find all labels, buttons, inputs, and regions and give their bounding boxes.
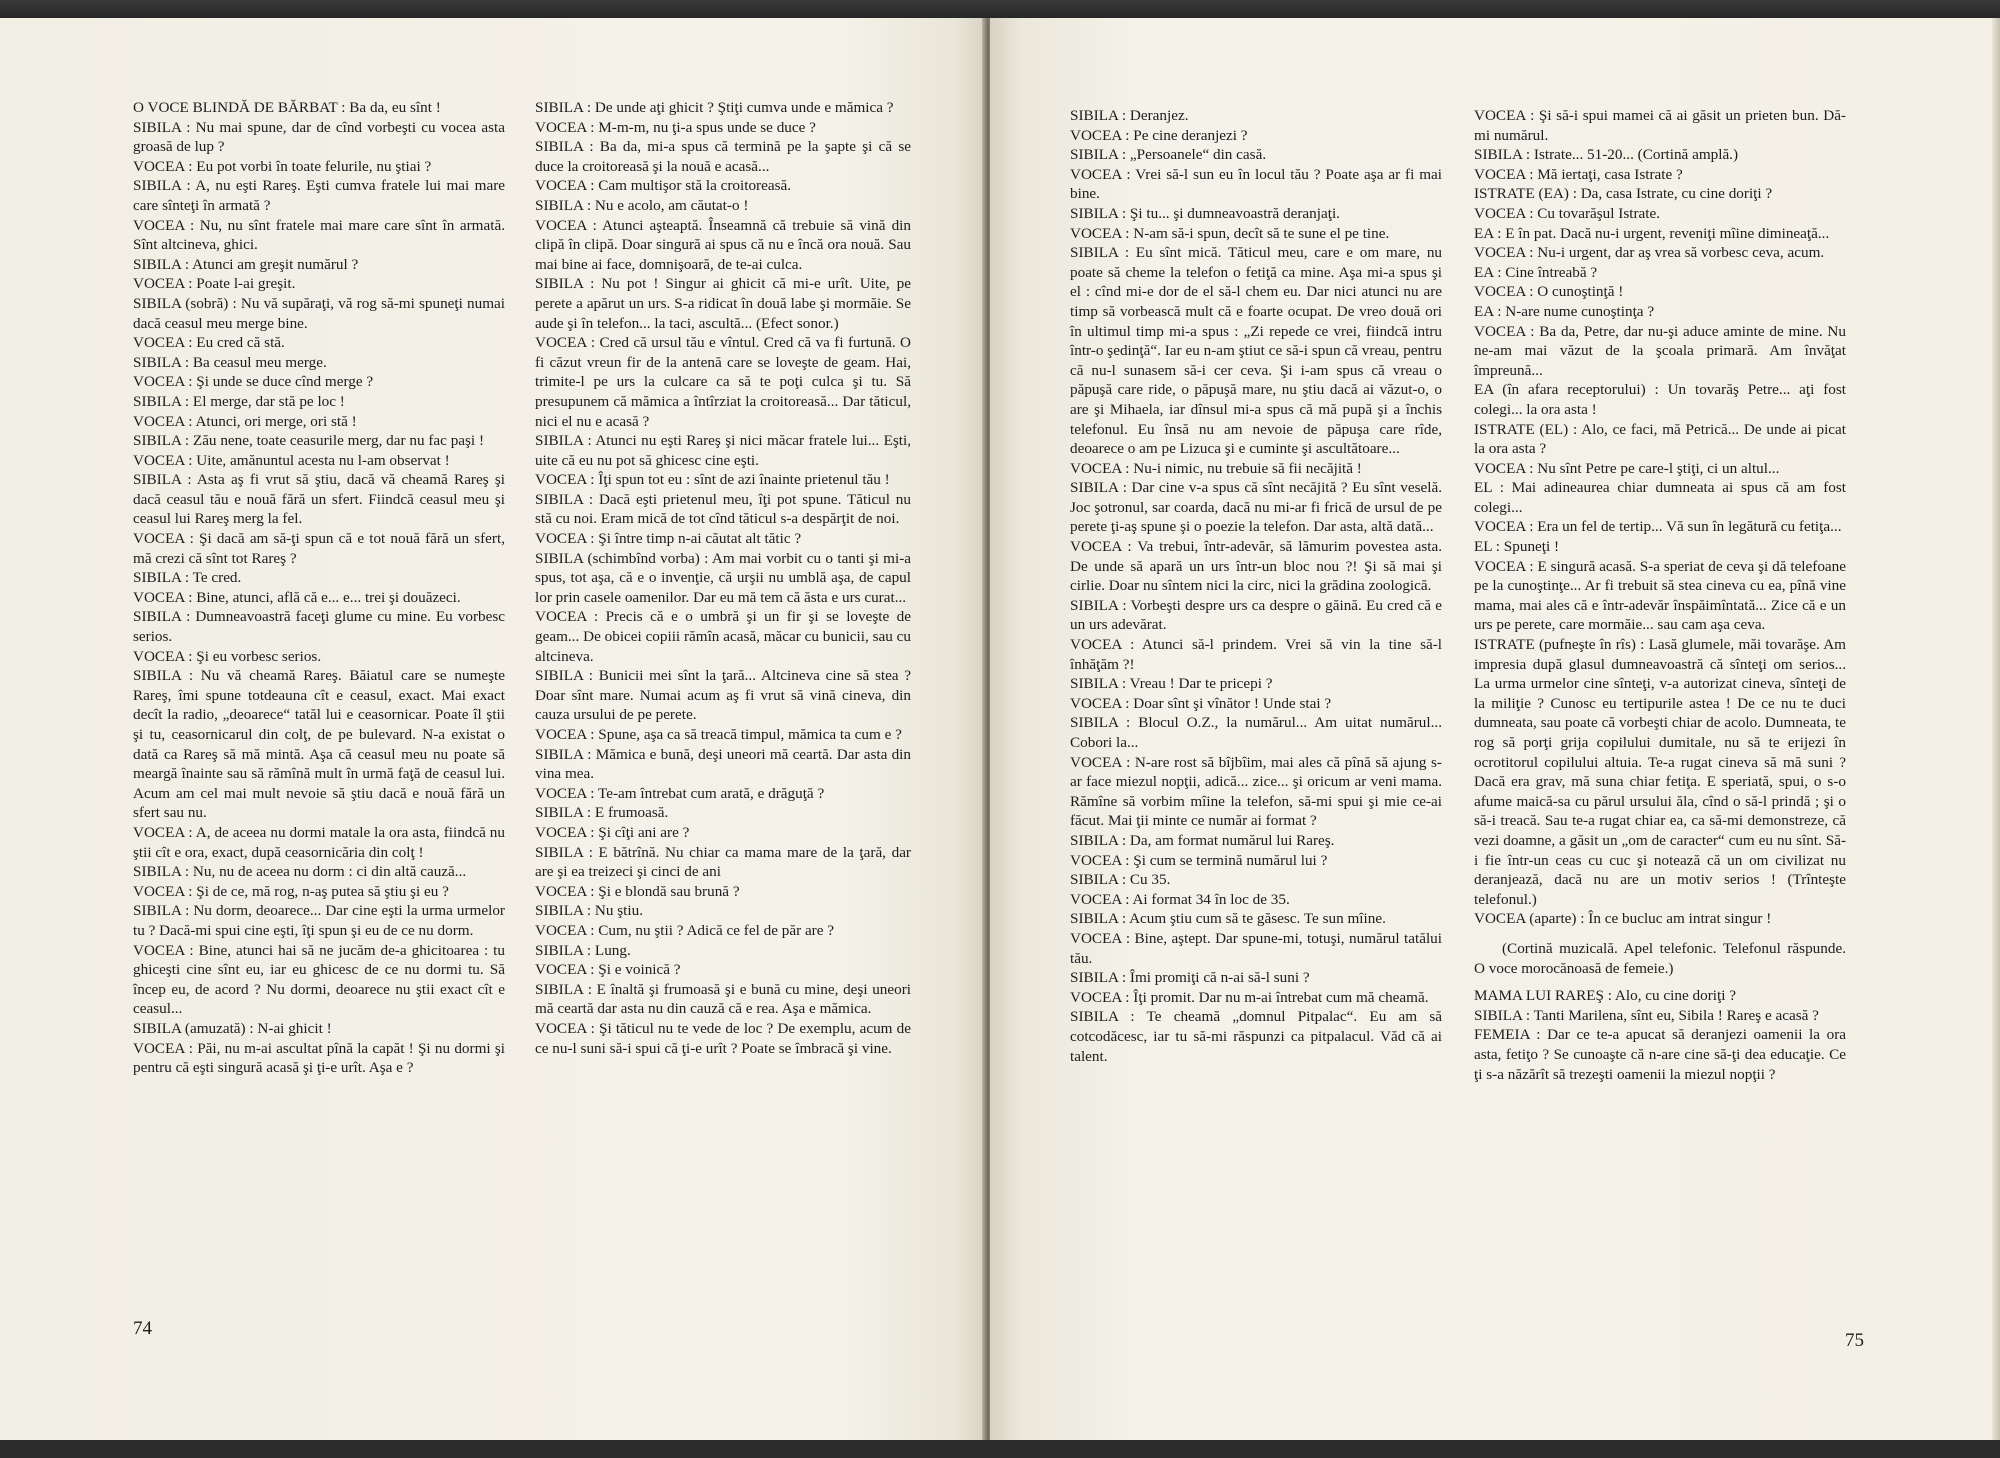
dialogue-line: EA : Cine întreabă ? bbox=[1474, 263, 1598, 281]
page-number-left: 74 bbox=[133, 1318, 152, 1339]
left-page bbox=[0, 18, 985, 1440]
dialogue-line: SIBILA : Acum ştiu cum să te găsesc. Te sun mîine. bbox=[1070, 910, 1386, 928]
dialogue-line: VOCEA : N-am să-i spun, decît să te sune el pe tine. bbox=[1070, 224, 1390, 242]
dialogue-line: VOCEA (aparte) : În ce bucluc am intrat singur ! bbox=[1474, 910, 1772, 928]
dialogue-line: VOCEA : Cu tovarăşul Istrate. bbox=[1474, 204, 1661, 222]
dialogue-line: SIBILA : Tanti Marilena, sînt eu, Sibila ! Rareş e acasă ? bbox=[1474, 1006, 1819, 1024]
dialogue-line: VOCEA : Şi să-i spui mamei că ai găsit un prieten bun. Dă-mi numărul. bbox=[1474, 107, 1846, 144]
dialogue-line: VOCEA : Eu pot vorbi în toate felurile, nu ştiai ? bbox=[133, 157, 432, 175]
dialogue-line: VOCEA : Ai format 34 în loc de 35. bbox=[1070, 890, 1290, 908]
dialogue-line: SIBILA : Da, am format numărul lui Rareş. bbox=[1070, 831, 1335, 849]
dialogue-line: VOCEA : N-are rost să bîjbîim, mai ales că pînă să ajung s-ar face miezul nopţii, adică... zice... şi oricum ar veni mama. Rămîne să vorbim mîine la telefon, să-mi spui şi mie ce-ai făcut. Mai ţii minte ce număr ai format ? bbox=[1070, 753, 1442, 830]
dialogue-line: SIBILA : E frumoasă. bbox=[535, 804, 669, 822]
page-edge bbox=[1992, 18, 2000, 1440]
dialogue-line: VOCEA : Cam multişor stă la croitoreasă. bbox=[535, 177, 792, 195]
dialogue-line: EA (în afara receptorului) : Un tovarăş Petre... aţi fost colegi... la ora asta ! bbox=[1474, 381, 1846, 418]
dialogue-line: SIBILA : Asta aş fi vrut să ştiu, dacă vă cheamă Rareş şi dacă ceasul tău e nouă fără un sfert. Fiindcă ceasul meu şi ceasul lui Rareş merg la fel. bbox=[133, 471, 505, 528]
dialogue-line: VOCEA : Şi unde se duce cînd merge ? bbox=[133, 373, 374, 391]
dialogue-line: VOCEA : O cunoştinţă ! bbox=[1474, 283, 1624, 301]
dialogue-line: VOCEA : Îţi promit. Dar nu m-ai întrebat cum mă cheamă. bbox=[1070, 988, 1429, 1006]
dialogue-line: VOCEA : Cred că ursul tău e vîntul. Cred că va fi furtună. O fi căzut vreun fir de la antenă care se loveşte de geam. Hai, trimite-l pe urs la culcare ca să te poţi culca şi tu. Să presupunem că mămica a întîrziat la croitoreasă... Dar tăticul, nici el nu e acasă ? bbox=[535, 334, 911, 430]
dialogue-line: VOCEA : Nu, nu sînt fratele mai mare care sînt în armată. Sînt altcineva, ghici. bbox=[133, 216, 505, 254]
dialogue-line: SIBILA : Nu, nu de aceea nu dorm : ci din altă cauză... bbox=[133, 863, 467, 881]
dialogue-line: VOCEA : Atunci aşteaptă. Înseamnă că trebuie să vină din clipă în clipă. Doar singură ai spus că nu e încă ora nouă. Sau mai bine ai face, domnişoară, de te-ai culca. bbox=[535, 216, 911, 273]
dialogue-line: O VOCE BLINDĂ DE BĂRBAT : Ba da, eu sînt ! bbox=[133, 99, 441, 116]
dialogue-line: VOCEA : Şi eu vorbesc serios. bbox=[133, 647, 322, 665]
dialogue-line: VOCEA : Ba da, Petre, dar nu-şi aduce aminte de mine. Nu ne-am mai văzut de la şcoala primară. Am învăţat împreună... bbox=[1474, 322, 1846, 379]
dialogue-line: SIBILA : Atunci am greşit numărul ? bbox=[133, 255, 359, 273]
dialogue-line: VOCEA : Era un fel de tertip... Vă sun în legătură cu fetiţa... bbox=[1474, 518, 1842, 536]
left-column-2 bbox=[535, 98, 911, 1058]
dialogue-line: VOCEA : Spune, aşa ca să treacă timpul, mămica ta cum e ? bbox=[535, 726, 902, 743]
dialogue-line: VOCEA : Nu-i urgent, dar aş vrea să vorbesc ceva, acum. bbox=[1474, 244, 1825, 262]
dialogue-line: ISTRATE (EA) : Da, casa Istrate, cu cine doriţi ? bbox=[1474, 185, 1773, 203]
dialogue-line: SIBILA : Ba da, mi-a spus că termină pe la şapte şi că se duce la croitoreasă şi la nouă e acasă... bbox=[535, 138, 911, 175]
dialogue-line: VOCEA : Uite, amănuntul acesta nu l-am observat ! bbox=[133, 451, 450, 469]
dialogue-line: EA : E în pat. Dacă nu-i urgent, reveniţi mîine dimineaţă... bbox=[1474, 224, 1830, 242]
dialogue-line: SIBILA : Dacă eşti prietenul meu, îţi pot spune. Tăticul nu stă cu noi. Eram mică de tot cînd tăticul s-a despărţit de noi. bbox=[535, 490, 911, 528]
dialogue-line: SIBILA : E înaltă şi frumoasă şi e bună cu mine, deşi uneori mă ceartă dar asta nu din cauză că e rea. Aşa e mămica. bbox=[535, 980, 911, 1018]
dialogue-line: VOCEA : Doar sînt şi vînător ! Unde stai ? bbox=[1070, 694, 1332, 712]
dialogue-line: VOCEA : Cum, nu ştii ? Adică ce fel de păr are ? bbox=[535, 921, 835, 939]
dialogue-line: VOCEA : Atunci, ori merge, ori stă ! bbox=[133, 412, 357, 430]
dialogue-line: VOCEA : Şi de ce, mă rog, n-aş putea să ştiu şi eu ? bbox=[133, 882, 449, 900]
dialogue-line: SIBILA : Şi tu... şi dumneavoastră deranjaţi. bbox=[1070, 204, 1340, 222]
dialogue-line: VOCEA : E singură acasă. S-a speriat de ceva şi dă telefoane pe la cunoştinţe... Ar fi trebuit să stea cineva cu ea, pînă vine mama, mai ales că e într-adevăr înspăimîntată... Zice că e un urs pe perete, care mormăie... sau cam aşa ceva. bbox=[1474, 557, 1846, 634]
dialogue-line: MAMA LUI RAREŞ : Alo, cu cine doriţi ? bbox=[1474, 987, 1736, 1005]
page-number-right: 75 bbox=[1845, 1330, 1864, 1351]
dialogue-line: SIBILA : Zău nene, toate ceasurile merg, dar nu fac paşi ! bbox=[133, 432, 485, 450]
dialogue-line: VOCEA : Şi tăticul nu te vede de loc ? De exemplu, acum de ce nu-l suni să-i spui că ţi-e urît ? Poate se îmbracă şi vine. bbox=[535, 1019, 911, 1057]
right-page bbox=[990, 18, 2000, 1440]
dialogue-line: VOCEA : Vrei să-l sun eu în locul tău ? Poate aşa ar fi mai bine. bbox=[1070, 165, 1442, 203]
dialogue-line: SIBILA : Nu ştiu. bbox=[535, 902, 644, 920]
dialogue-line: VOCEA : Pe cine deranjezi ? bbox=[1070, 126, 1248, 144]
dialogue-line: VOCEA : Mă iertaţi, casa Istrate ? bbox=[1474, 165, 1683, 183]
dialogue-line: SIBILA : Nu mai spune, dar de cînd vorbeşti cu vocea asta groasă de lup ? bbox=[133, 118, 505, 156]
dialogue-line: SIBILA : „Persoanele“ din casă. bbox=[1070, 146, 1267, 164]
dialogue-line: SIBILA : Cu 35. bbox=[1070, 871, 1171, 889]
dialogue-line: SIBILA : Blocul O.Z., la numărul... Am uitat numărul... Cobori la... bbox=[1070, 714, 1442, 751]
dialogue-line: SIBILA : Mămica e bună, deşi uneori mă ceartă. Dar asta din vina mea. bbox=[535, 745, 911, 783]
dialogue-line: VOCEA : Şi cum se termină numărul lui ? bbox=[1070, 851, 1328, 869]
right-column-1 bbox=[1070, 106, 1442, 1066]
dialogue-line: SIBILA : Te cred. bbox=[133, 569, 242, 587]
dialogue-line: EA : N-are nume cunoştinţa ? bbox=[1474, 302, 1655, 320]
dialogue-line: SIBILA : Deranjez. bbox=[1070, 107, 1189, 124]
dialogue-line: (Cortină muzicală. Apel telefonic. Telefonul răspunde. O voce morocănoasă de femeie.) bbox=[1474, 939, 1846, 977]
dialogue-line: VOCEA : Nu-i nimic, nu trebuie să fii necăjită ! bbox=[1070, 459, 1362, 477]
dialogue-line: SIBILA : Nu vă cheamă Rareş. Băiatul care se numeşte Rareş, îmi spune totdeauna cît e ceasul, exact. Mai exact decît la radio, „deoarece“ tatăl lui e ceasornicar. Poate îl ştii şi tu, ceasornicarul din colţ, de pe bulevard. N-a existat o dată ca Rareş să mă mintă. Aşa că ceasul meu nu poate să meargă înainte sau să rămînă mult în urmă faţă de ceasul lui. Acum am cel mai mult nevoie să ştiu dacă e nouă fără un sfert sau nu. bbox=[133, 667, 505, 822]
dialogue-line: VOCEA : Şi e voinică ? bbox=[535, 961, 681, 979]
dialogue-line: SIBILA : E bătrînă. Nu chiar ca mama mare de la ţară, dar are şi ea treizeci şi cinci de ani bbox=[535, 843, 911, 881]
dialogue-line: SIBILA : Bunicii mei sînt la ţară... Altcineva cine să stea ? Doar sînt mare. Numai acum aş fi vrut să vină cineva, din cauza ursului de pe perete. bbox=[535, 667, 911, 724]
dialogue-line: SIBILA (amuzată) : N-ai ghicit ! bbox=[133, 1019, 332, 1037]
dialogue-line: VOCEA : Bine, atunci, află că e... e... trei şi douăzeci. bbox=[133, 588, 461, 606]
dialogue-line: VOCEA : Precis că e o umbră şi un fir şi se loveşte de geam... De obicei copiii rămîn acasă, măcar cu bunicii, sau cu altcineva. bbox=[535, 608, 911, 665]
right-column-2 bbox=[1474, 106, 1846, 1084]
dialogue-line: VOCEA : Şi între timp n-ai căutat alt tătic ? bbox=[535, 530, 802, 548]
dialogue-line: VOCEA : Atunci să-l prindem. Vrei să vin la tine să-l înhăţăm ?! bbox=[1070, 636, 1442, 673]
dialogue-line: VOCEA : Şi dacă am să-ţi spun că e tot nouă fără un sfert, mă crezi că sînt tot Rareş ? bbox=[133, 530, 505, 567]
dialogue-line: SIBILA : Dumneavoastră faceţi glume cu mine. Eu vorbesc serios. bbox=[133, 608, 505, 646]
dialogue-line: VOCEA : Bine, aştept. Dar spune-mi, totuşi, numărul tatălui tău. bbox=[1070, 929, 1442, 967]
dialogue-line: SIBILA : Nu pot ! Singur ai ghicit că mi-e urît. Uite, pe perete a apărut un urs. S-a ridicat în două labe şi mormăie. Se aude şi în telefon... la taci, ascultă... (Efect sonor.) bbox=[535, 275, 911, 332]
dialogue-line: VOCEA : Poate l-ai greşit. bbox=[133, 275, 296, 293]
left-column-1 bbox=[133, 98, 505, 1078]
dialogue-line: VOCEA : Şi cîţi ani are ? bbox=[535, 823, 690, 841]
dialogue-line: SIBILA : Istrate... 51-20... (Cortină amplă.) bbox=[1474, 146, 1739, 164]
dialogue-line: SIBILA (schimbînd vorba) : Am mai vorbit cu o tanti şi mi-a spus, tot aşa, că e o invenţie, că urşii nu umblă aşa, de capul lor prin casele oamenilor. Dar eu mă tem că ăsta e urs curat... bbox=[535, 549, 911, 606]
dialogue-line: VOCEA : Păi, nu m-ai ascultat pînă la capăt ! Şi nu dormi şi pentru că eşti singură acasă şi ţi-e urît. Aşa e ? bbox=[133, 1039, 505, 1077]
dialogue-line: SIBILA : Nu e acolo, am căutat-o ! bbox=[535, 196, 749, 214]
dialogue-line: VOCEA : M-m-m, nu ţi-a spus unde se duce ? bbox=[535, 118, 816, 136]
dialogue-line: SIBILA : Dar cine v-a spus că sînt necăjită ? Eu sînt veselă. Joc şotronul, sar coarda, dacă nu mi-ar fi frică de ursul de pe perete ţi-aş spune şi o poezie la telefon. Dar asta, altă dată... bbox=[1070, 479, 1442, 536]
dialogue-line: EL : Spuneţi ! bbox=[1474, 538, 1560, 556]
dialogue-line: SIBILA : Nu dorm, deoarece... Dar cine eşti la urma urmelor tu ? Dacă-mi spui cine eşti, îţi spun şi eu de ce nu dorm. bbox=[133, 902, 505, 939]
dialogue-line: SIBILA : El merge, dar stă pe loc ! bbox=[133, 392, 345, 410]
dialogue-line: SIBILA : Ba ceasul meu merge. bbox=[133, 353, 327, 371]
dialogue-line: SIBILA (sobră) : Nu vă supăraţi, vă rog să-mi spuneţi numai dacă ceasul meu merge bine. bbox=[133, 294, 505, 332]
dialogue-line: SIBILA : Atunci nu eşti Rareş şi nici măcar fratele lui... Eşti, uite că eu nu pot să ghicesc cine eşti. bbox=[535, 432, 911, 469]
dialogue-line: VOCEA : Nu sînt Petre pe care-l ştiţi, ci un altul... bbox=[1474, 459, 1780, 477]
dialogue-line: VOCEA : Şi e blondă sau brună ? bbox=[535, 882, 740, 900]
dialogue-line: VOCEA : Eu cred că stă. bbox=[133, 334, 285, 352]
dialogue-line: SIBILA : Vreau ! Dar te pricepi ? bbox=[1070, 675, 1273, 693]
dialogue-line: EL : Mai adineaurea chiar dumneata ai spus că am fost colegi... bbox=[1474, 479, 1846, 516]
dialogue-line: VOCEA : Va trebui, într-adevăr, să lămurim povestea asta. De unde să apară un urs într-un bloc nou ?! Şi să mai şi cirlie. Doar nu sîntem nici la circ, nici la grădina zoologică. bbox=[1070, 538, 1442, 595]
dialogue-line: SIBILA : Îmi promiţi că n-ai să-l suni ? bbox=[1070, 969, 1310, 987]
dialogue-line: VOCEA : A, de aceea nu dormi matale la ora asta, fiindcă nu ştii cît e ora, exact, după ceasornicăria din colţ ! bbox=[133, 823, 505, 861]
dialogue-line: VOCEA : Bine, atunci hai să ne jucăm de-a ghicitoarea : tu ghiceşti cine sînt eu, iar eu ghicesc de ce nu dormi tu. Să încep eu, de acord ? Nu dormi, deoarece nu ştii exact cît e ceasul... bbox=[133, 941, 505, 1018]
dialogue-line: SIBILA : Vorbeşti despre urs ca despre o găină. Eu cred că e un urs adevărat. bbox=[1070, 596, 1442, 634]
dialogue-line: SIBILA : Te cheamă „domnul Pitpalac“. Eu am să cotcodăcesc, iar tu să-mi răspunzi ca pitpalacul. Văd că ai talent. bbox=[1070, 1008, 1442, 1065]
dialogue-line: FEMEIA : Dar ce te-a apucat să deranjezi oamenii la ora asta, fetiţo ? Se cunoaşte că n-are cine să-ţi dea educaţie. Ce ţi s-a năzărît să trezeşti oamenii la miezul nopţii ? bbox=[1474, 1026, 1846, 1083]
dialogue-line: VOCEA : Îţi spun tot eu : sînt de azi înainte prietenul tău ! bbox=[535, 471, 890, 489]
dialogue-line: VOCEA : Te-am întrebat cum arată, e drăguţă ? bbox=[535, 784, 825, 802]
dialogue-line: SIBILA : Eu sînt mică. Tăticul meu, care e om mare, nu poate să cheme la telefon o fetiţă ca mine. Aşa mi-a spus şi el : cînd mi-e dor de el să-l chem eu. Dar nici atunci nu are timp să vorbească mult că e foarte ocupat. De vreo două ori în ultimul timp mi-a spus : „Zi repede ce vrei, fiindcă intru într-o şedinţă“. Iar eu n-am ştiut ce să-i spun că vreau, pentru că nu-l sunasem să-i cer ceva. Şi i-am spus că vreau o păpuşă care ride, o păpuşă mare, nu ştiu dacă ai văzut-o, o are şi Mihaela, iar dînsul mi-a spus că mă pupă şi a închis telefonul. Eu însă nu am nevoie de păpuşa care rîde, deoarece o am pe Lizuca şi e cuminte şi ascultătoare... bbox=[1070, 244, 1442, 458]
dialogue-line: SIBILA : A, nu eşti Rareş. Eşti cumva fratele lui mai mare care sînteţi în armată ? bbox=[133, 177, 505, 214]
dialogue-line: SIBILA : De unde aţi ghicit ? Ştiţi cumva unde e mămica ? bbox=[535, 99, 894, 116]
dialogue-line: ISTRATE (EL) : Alo, ce faci, mă Petrică... De unde ai picat la ora asta ? bbox=[1474, 420, 1846, 458]
dialogue-line: ISTRATE (pufneşte în rîs) : Lasă glumele, măi tovarăşe. Am impresia după glasul dumneavoastră că sînteţi om serios... La urma urmelor cine sînteţi, v-a autorizat cineva, sînteţi de la miliţie ? Cunosc eu tertipurile astea ! De ce nu te duci dumneata, sau poate că vorbeşti chiar de acolo. Dumneata, te rog să porţi grija copilului dumitale, nu să te erijezi în ocrotitorul copilului altuia. Te-a rugat cineva să mă suni ? Dacă era grav, mă suna chiar fetiţa. E speriată, spui, o s-o afume maică-sa cu părul ursului ăla, cînd o să-l prindă ; şi o să-i treacă. Sau te-a rugat chiar ea, ca să-mi demonstreze, că vezi doamne, a găsit un „om de caracter“ cum eu nu sînt. Să-i fie într-un ceas cu cuc şi notează că un om civilizat nu deranjează, dacă nu are un motiv serios ! (Trînteşte telefonul.) bbox=[1474, 636, 1846, 908]
dialogue-line: SIBILA : Lung. bbox=[535, 941, 631, 959]
